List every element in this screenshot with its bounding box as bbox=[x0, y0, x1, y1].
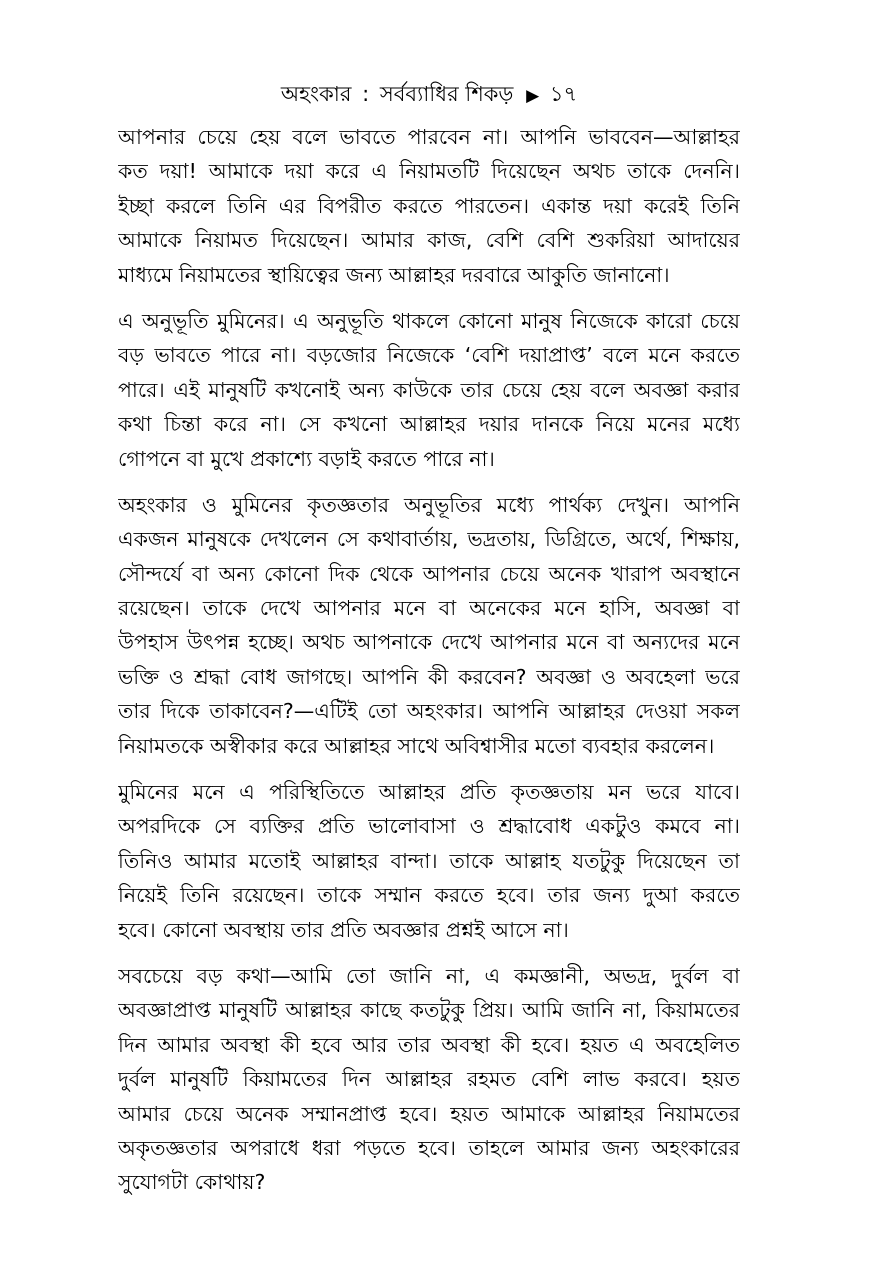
text-line: বড় ভাবতে পারে না। বড়জোর নিজেকে ‘বেশি দয়াপ্রাপ্ত’ বলে মনে করতে bbox=[118, 343, 740, 368]
header-title: অহংকার bbox=[280, 82, 352, 106]
text-line: এ অনুভূতি মুমিনের। এ অনুভূতি থাকলে কোনো মানুষ নিজেকে কারো চেয়ে bbox=[118, 308, 740, 333]
body-text bbox=[118, 120, 740, 1200]
paragraph bbox=[118, 120, 740, 292]
text-line: সবচেয়ে বড় কথা—আমি তো জানি না, এ কমজ্ঞানী, অভদ্র, দুর্বল বা bbox=[118, 963, 740, 988]
text-line: গোপনে বা মুখে প্রকাশ্যে বড়াই করতে পারে না। bbox=[118, 446, 495, 471]
paragraph bbox=[118, 488, 740, 763]
text-line: দিন আমার অবস্থা কী হবে আর তার অবস্থা কী হবে। হয়ত এ অবহেলিত bbox=[118, 1032, 740, 1057]
paragraph bbox=[118, 959, 740, 1200]
text-line: অবজ্ঞাপ্রাপ্ত মানুষটি আল্লাহর কাছে কতটুকু প্রিয়। আমি জানি না, কিয়ামতের bbox=[118, 998, 740, 1023]
text-line: সৌন্দর্যে বা অন্য কোনো দিক থেকে আপনার চেয়ে অনেক খারাপ অবস্থানে bbox=[118, 561, 740, 586]
paragraph bbox=[118, 304, 740, 476]
text-line: অকৃতজ্ঞতার অপরাধে ধরা পড়তে হবে। তাহলে আমার জন্য অহংকারের bbox=[118, 1135, 740, 1160]
text-line: ভক্তি ও শ্রদ্ধা বোধ জাগছে। আপনি কী করবেন? অবজ্ঞা ও অবহেলা ভরে bbox=[118, 664, 740, 689]
header-separator: : bbox=[362, 82, 370, 106]
text-line: হবে। কোনো অবস্থায় তার প্রতি অবজ্ঞার প্রশ্নই আসে না। bbox=[118, 917, 569, 942]
text-line: রয়েছেন। তাকে দেখে আপনার মনে বা অনেকের মনে হাসি, অবজ্ঞা বা bbox=[118, 596, 740, 621]
text-line: পারে। এই মানুষটি কখনোই অন্য কাউকে তার চেয়ে হেয় বলে অবজ্ঞা করার bbox=[118, 377, 740, 402]
text-line: কথা চিন্তা করে না। সে কখনো আল্লাহর দয়ার দানকে নিয়ে মনের মধ্যে bbox=[118, 412, 740, 437]
text-line: ইচ্ছা করলে তিনি এর বিপরীত করতে পারতেন। একান্ত দয়া করেই তিনি bbox=[118, 193, 740, 218]
text-line: অপরদিকে সে ব্যক্তির প্রতি ভালোবাসা ও শ্রদ্ধাবোধ একটুও কমবে না। bbox=[118, 814, 740, 839]
page-number: ১৭ bbox=[549, 82, 578, 106]
text-line: অহংকার ও মুমিনের কৃতজ্ঞতার অনুভূতির মধ্যে পার্থক্য দেখুন। আপনি bbox=[118, 492, 740, 517]
book-page bbox=[118, 78, 740, 1212]
play-arrow-icon: ▶ bbox=[526, 86, 540, 106]
text-line: আমাকে নিয়ামত দিয়েছেন। আমার কাজ, বেশি বেশি শুকরিয়া আদায়ের bbox=[118, 228, 740, 253]
text-line: তিনিও আমার মতোই আল্লাহর বান্দা। তাকে আল্লাহ যতটুকু দিয়েছেন তা bbox=[118, 848, 740, 873]
text-line: মুমিনের মনে এ পরিস্থিতিতে আল্লাহর প্রতি কৃতজ্ঞতায় মন ভরে যাবে। bbox=[118, 780, 740, 805]
text-line: একজন মানুষকে দেখলেন সে কথাবার্তায়, ভদ্রতায়, ডিগ্রিতে, অর্থে, শিক্ষায়, bbox=[118, 527, 740, 552]
text-line: নিয়ামতকে অস্বীকার করে আল্লাহর সাথে অবিশ্বাসীর মতো ব্যবহার করলেন। bbox=[118, 733, 715, 758]
text-line: তার দিকে তাকাবেন?—এটিই তো অহংকার। আপনি আল্লাহর দেওয়া সকল bbox=[118, 699, 740, 724]
text-line: আমার চেয়ে অনেক সম্মানপ্রাপ্ত হবে। হয়ত আমাকে আল্লাহর নিয়ামতের bbox=[118, 1101, 740, 1126]
text-line: উপহাস উৎপন্ন হচ্ছে। অথচ আপনাকে দেখে আপনার মনে বা অন্যদের মনে bbox=[118, 630, 740, 655]
text-line: নিয়েই তিনি রয়েছেন। তাকে সম্মান করতে হবে। তার জন্য দুআ করতে bbox=[118, 883, 740, 908]
text-line: সুযোগটা কোথায়? bbox=[118, 1170, 266, 1195]
running-header bbox=[118, 78, 740, 112]
text-line: দুর্বল মানুষটি কিয়ামতের দিন আল্লাহর রহমত বেশি লাভ করবে। হয়ত bbox=[118, 1067, 740, 1092]
header-subtitle: সর্বব্যাধির শিকড় bbox=[379, 82, 514, 106]
text-line: কত দয়া! আমাকে দয়া করে এ নিয়ামতটি দিয়েছেন অথচ তাকে দেননি। bbox=[118, 159, 740, 184]
paragraph bbox=[118, 775, 740, 947]
text-line: আপনার চেয়ে হেয় বলে ভাবতে পারবেন না। আপনি ভাববেন—আল্লাহর bbox=[118, 125, 740, 149]
text-line: মাধ্যমে নিয়ামতের স্থায়িত্বের জন্য আল্লাহর দরবারে আকুতি জানানো। bbox=[118, 262, 670, 287]
